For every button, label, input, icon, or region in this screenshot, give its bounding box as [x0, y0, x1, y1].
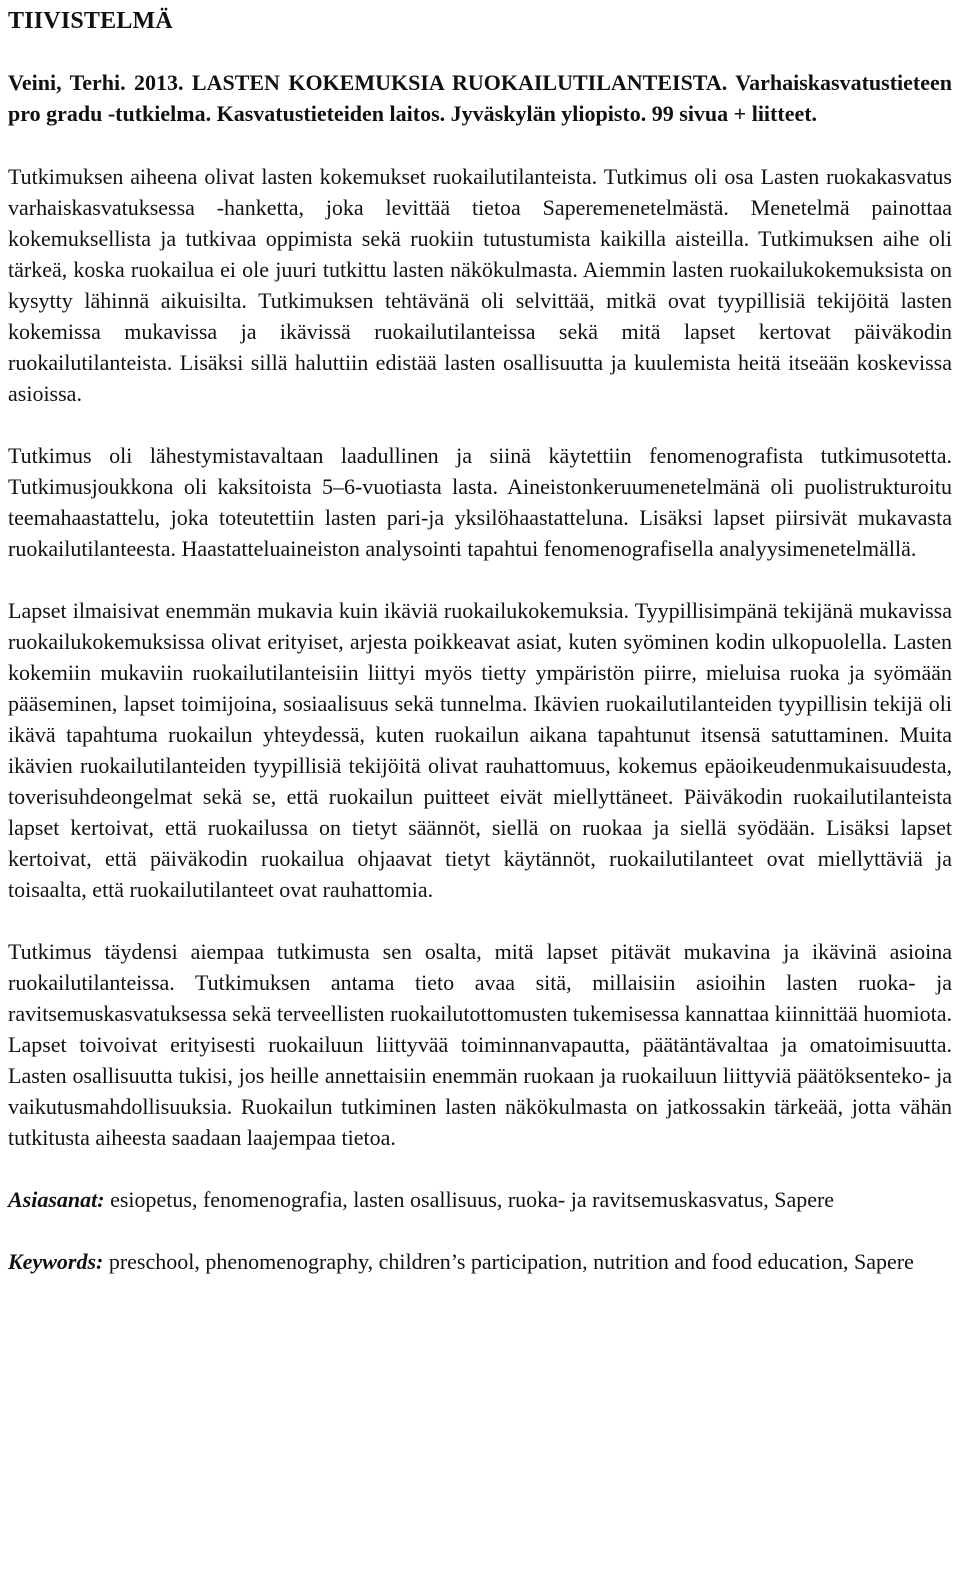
paragraph-1: Tutkimuksen aiheena olivat lasten kokemukset ruokailutilanteista. Tutkimus oli osa Lasten ruokakasvatus varhaiskasvatuksessa -hanketta, joka levittää tietoa Saperemenetelmästä. Menetelmä painottaa kokemuksellista ja tutkivaa oppimista sekä ruokiin tutustumista kaikilla aisteilla. Tutkimuksen aihe oli tärkeä, koska ruokailua ei ole juuri tutkittu lasten näkökulmasta. Aiemmin lasten ruokailukokemuksista on kysytty lähinnä aikuisilta. Tutkimuksen tehtävänä oli selvittää, mitkä ovat tyypillisiä tekijöitä lasten kokemissa mukavissa ja ikävissä ruokailutilanteissa sekä mitä lapset kertovat päiväkodin ruokailutilanteista. Lisäksi sillä haluttiin edistää lasten osallisuutta ja kuulemista heitä itseään koskevissa asioissa. — [8, 164, 952, 406]
paragraph-4: Tutkimus täydensi aiempaa tutkimusta sen osalta, mitä lapset pitävät mukavina ja ikävinä asioina ruokailutilanteissa. Tutkimuksen antama tieto avaa sitä, millaisiin asioihin lasten ruoka- ja ravitsemuskasvatuksessa sekä terveellisten ruokailutottomusten tukemisessa kannattaa kiinnittää huomiota. Lapset toivoivat erityisesti ruokailuun liittyvää toiminnanvapautta, päätäntävaltaa ja omatoimisuutta. Lasten osallisuutta tukisi, jos heille annettaisiin enemmän ruokaan ja ruokailuun liittyviä päätöksenteko- ja vaikutusmahdollisuuksia. Ruokailun tutkiminen lasten näkökulmasta on jatkossakin tärkeää, jotta vähän tutkitusta aiheesta saadaan laajempaa tietoa. — [8, 939, 952, 1150]
keywords-english — [8, 1246, 952, 1277]
keywords-english-label: Keywords: — [8, 1249, 104, 1274]
citation: Veini, Terhi. 2013. LASTEN KOKEMUKSIA RUOKAILUTILANTEISTA. Varhaiskasvatustieteen pro gradu -tutkielma. Kasvatustieteiden laitos. Jyväskylän yliopisto. 99 sivua + liitteet. — [8, 70, 952, 126]
page-title: TIIVISTELMÄ — [8, 8, 173, 34]
keywords-finnish-text: esiopetus, fenomenografia, lasten osallisuus, ruoka- ja ravitsemuskasvatus, Sapere — [104, 1187, 835, 1212]
keywords-finnish — [8, 1184, 952, 1215]
paragraph-3: Lapset ilmaisivat enemmän mukavia kuin ikäviä ruokailukokemuksia. Tyypillisimpänä tekijänä mukavissa ruokailukokemuksissa olivat erityiset, arjesta poikkeavat asiat, kuten syöminen kodin ulkopuolella. Lasten kokemiin mukaviin ruokailutilanteisiin liittyi myös tietty ympäristön piirre, mieluisa ruoka ja syömään pääseminen, lapset toimijoina, sosiaalisuus sekä tunnelma. Ikävien ruokailutilanteiden tyypillisin tekijä oli ikävä tapahtuma ruokailun yhteydessä, kuten ruokailun aikana tapahtunut itsensä satuttaminen. Muita ikävien ruokailutilanteiden tyypillisiä tekijöitä olivat rauhattomuus, kokemus epäoikeudenmukaisuudesta, toverisuhdeongelmat sekä se, että ruokailun puitteet eivät miellyttäneet. Päiväkodin ruokailutilanteista lapset kertoivat, että ruokailussa on tietyt säännöt, siellä on ruokaa ja siellä syödään. Lisäksi lapset kertoivat, että päiväkodin ruokailua ohjaavat tietyt käytännöt, ruokailutilanteet ovat miellyttäviä ja toisaalta, että ruokailutilanteet ovat rauhattomia. — [8, 598, 952, 902]
paragraph-2: Tutkimus oli lähestymistavaltaan laadullinen ja siinä käytettiin fenomenografista tutkimusotetta. Tutkimusjoukkona oli kaksitoista 5–6-vuotiasta lasta. Aineistonkeruumenetelmänä oli puolistrukturoitu teemahaastattelu, joka toteutettiin lasten pari-ja yksilöhaastatteluna. Lisäksi lapset piirsivät mukavasta ruokailutilanteesta. Haastatteluaineiston analysointi tapahtui fenomenografisella analyysimenetelmällä. — [8, 443, 952, 561]
keywords-finnish-label: Asiasanat: — [8, 1187, 105, 1212]
keywords-english-text: preschool, phenomenography, children’s participation, nutrition and food education, Sapere — [103, 1249, 914, 1274]
